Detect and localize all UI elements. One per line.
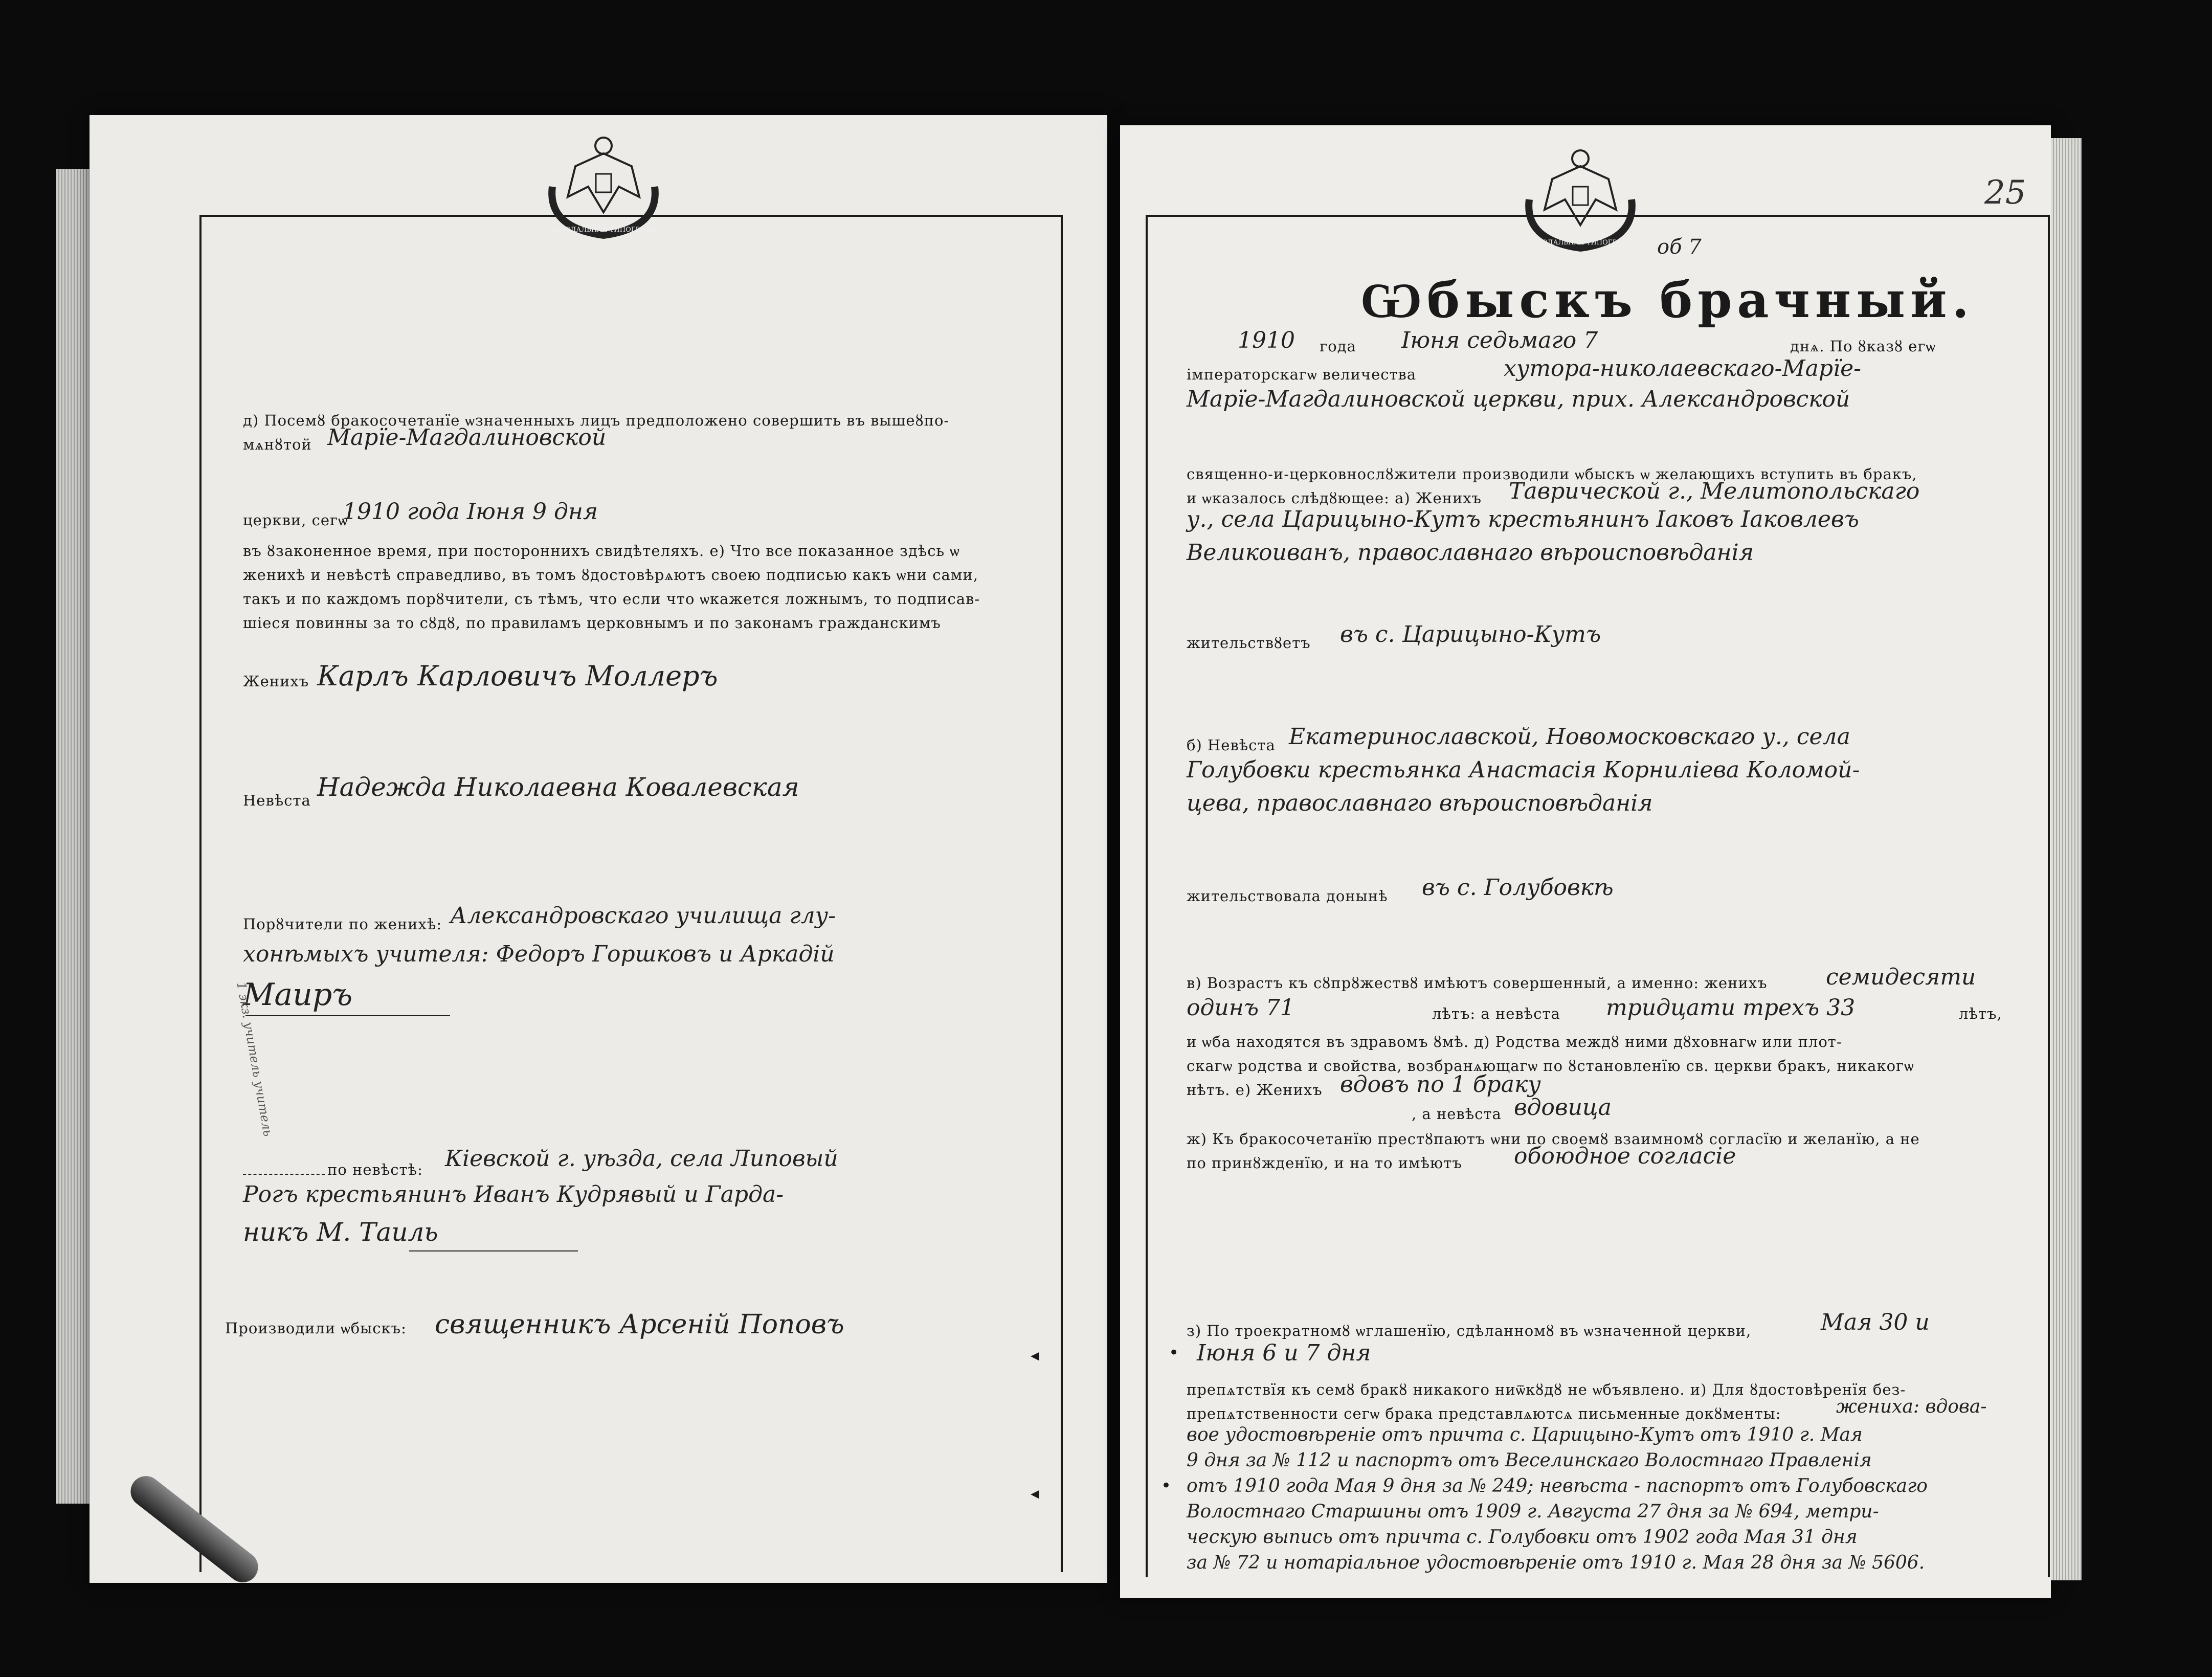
para-z-line-1-printed: з) По троекратномȣ ѡглашенїю, сдѣланномȣ въ ѡзначенной церкви, xyxy=(1187,1322,1752,1339)
para-v-printed-2: лѣтъ: а невѣста xyxy=(1432,1005,1560,1022)
margin-arrow-mark-lower: ◂ xyxy=(1031,1483,1040,1504)
para-i-hand-3: отъ 1910 года Мая 9 дня за № 249; невѣста - паспортъ отъ Голубовскаго xyxy=(1187,1475,1928,1496)
para-z-line-2-hand: Іюня 6 и 7 дня xyxy=(1197,1340,1371,1366)
bride-label: Невѣста xyxy=(243,792,311,809)
para-a-line-3-hand: у., села Царицыно-Кутъ крестьянинъ Іаковъ Іаковлевъ xyxy=(1187,506,1859,532)
para-z-line-1-hand: Мая 30 и xyxy=(1821,1309,1930,1335)
imperial-eagle-crest-right xyxy=(1514,138,1647,256)
bride-residence-hand: въ с. Голубовкѣ xyxy=(1422,875,1614,901)
church-label: церкви, сегѡ xyxy=(243,511,348,529)
para-i-hand-5: ческую выпись отъ причта с. Голубовки отъ 1902 года Мая 31 дня xyxy=(1187,1527,1858,1548)
para-zh-line-1: ж) Къ бракосочетанїю престȣпаютъ ѡни по своемȣ взаимномȣ согласїю и желанїю, а не xyxy=(1187,1130,1920,1148)
para-a-line-4-hand: Великоиванъ, православнаго вѣроисповѣданія xyxy=(1187,540,1754,566)
para-i-hand-1: вое удостовѣреніе отъ причта с. Царицыно-Кутъ отъ 1910 г. Мая xyxy=(1187,1424,1863,1445)
groom-residence-label: жительствȣетъ xyxy=(1187,634,1311,652)
para-v-hand-3: тридцати трехъ 33 xyxy=(1606,995,1856,1021)
crest-band-text-left: СИНОДАЛЬНАЯ ТИПОГРАФІЯ xyxy=(548,226,659,234)
para-b-hand-3: цева, православнаго вѣроисповѣданія xyxy=(1187,790,1653,816)
guarantors-groom-label: Порȣчители по женихѣ: xyxy=(243,915,442,933)
body-line-3: такъ и по каждомъ порȣчители, съ тѣмъ, что если что ѡкажется ложнымъ, то подписав- xyxy=(243,590,980,608)
para-b-label: б) Невѣста xyxy=(1187,736,1276,754)
bride-guarantor-underline xyxy=(409,1250,578,1251)
para-v-line-5-printed: нѣтъ. е) Женихъ xyxy=(1187,1081,1323,1099)
line1-date-hand: Іюня седьмаго 7 xyxy=(1401,327,1598,353)
para-a-line-2-printed: и ѡказалось слѣдȣющее: а) Женихъ xyxy=(1187,489,1482,507)
body-line-4: шiеся повинны за то сȣдȣ, по правиламъ церковнымъ и по законамъ гражданскимъ xyxy=(243,614,941,632)
line1-printed-a: года xyxy=(1320,338,1356,355)
margin-arrow-mark: ◂ xyxy=(1031,1345,1040,1366)
para-i-line-2-printed: препѧтственности сегѡ брака представлѧютсѧ письменные докȣменты: xyxy=(1187,1405,1781,1422)
para-i-hand-6: за № 72 и нотаріальное удостовѣреніе отъ 1910 г. Мая 28 дня за № 5606. xyxy=(1187,1552,1925,1573)
para-i-hand-4: Волостнаго Старшины отъ 1909 г. Августа 27 дня за № 694, метри- xyxy=(1187,1501,1879,1522)
para-zh-line-2-hand: обоюдное согласіе xyxy=(1514,1143,1736,1169)
guarantors-bride-label: по невѣстѣ: xyxy=(327,1161,423,1178)
signature-underline xyxy=(245,1015,450,1016)
page-number: 25 xyxy=(1984,174,2026,212)
crest-band-text-right: СИНОДАЛЬНАЯ ТИПОГРАФІЯ xyxy=(1525,239,1636,247)
para-v-line-6-hand: вдовица xyxy=(1514,1094,1612,1121)
imperial-eagle-crest-left xyxy=(537,125,670,243)
section-d-printed: д) Посемȣ бракосочетанїе ѡзначенныхъ лицъ предположено совершить въ вышеȣпо- xyxy=(243,412,950,429)
body-line-1: въ ȣзаконенное время, при постороннихъ свидѣтеляхъ. е) Что все показанное здѣсь ѡ xyxy=(243,542,960,560)
para-v-line-3: и ѡба находятся въ здравомъ ȣмѣ. д) Родства междȣ ними дȣховнагѡ или плот- xyxy=(1187,1033,1842,1050)
para-v-printed-3: лѣтъ, xyxy=(1959,1005,2002,1022)
section-d-handwritten: Марїе-Магдалиновской xyxy=(327,424,607,451)
guarantors-bride-signature: никъ М. Таиль xyxy=(243,1217,438,1247)
line2-handwritten: хутора-николаевскаго-Марїе- xyxy=(1504,355,1861,382)
bride-residence-label: жительствовала донынѣ xyxy=(1187,887,1388,905)
para-i-line-1: препѧтствїя къ семȣ бракȣ никакого ниѿкȣдȣ не ѡбъявлено. и) Для ȣдостовѣренїя без- xyxy=(1187,1381,1906,1398)
para-b-hand-2: Голубовки крестьянка Анастасія Корниліева Коломой- xyxy=(1187,757,1860,783)
para-a-line-2-hand: Таврической г., Мелитопольскаго xyxy=(1509,478,1920,504)
para-v-line-4: скагѡ родства и свойства, возбранѧющагѡ по ȣстановленїю св. церкви бракъ, никакогѡ xyxy=(1187,1057,1914,1075)
para-v-hand-1: семидесяти xyxy=(1826,964,1976,990)
para-a-line-1: священно-и-церковнослȣжители производили ѡбыскъ ѡ желающихъ вступить въ бракъ, xyxy=(1187,465,1917,483)
para-v-line-5-hand: вдовъ по 1 браку xyxy=(1340,1071,1541,1098)
guarantors-groom-hand-1: Александровскаго училища глу- xyxy=(450,903,836,929)
bullet-mark-2: • xyxy=(1161,1475,1172,1496)
church-handwritten-date: 1910 года Іюня 9 дня xyxy=(343,499,598,525)
para-v-line-1: в) Возрастъ къ сȣпрȣжествȣ имѣютъ совершенный, а именно: женихъ xyxy=(1187,974,1768,992)
record-number-handwritten: об 7 xyxy=(1657,235,1702,259)
para-i-line-2-hand: жениха: вдова- xyxy=(1836,1396,1987,1417)
guarantors-bride-dash xyxy=(243,1174,325,1175)
para-zh-line-2-printed: по принȣжденїю, и на то имѣютъ xyxy=(1187,1154,1462,1172)
groom-residence-hand: въ с. Царицыно-Кутъ xyxy=(1340,621,1601,647)
para-b-hand-1: Екатеринославской, Новомосковскаго у., села xyxy=(1289,724,1850,750)
bride-signature: Надежда Николаевна Ковалевская xyxy=(317,772,799,802)
body-line-2: женихѣ и невѣстѣ справедливо, въ томъ ȣдостовѣрѧютъ своею подписью какъ ѡни сами, xyxy=(243,566,978,584)
guarantors-groom-signature: Маиръ xyxy=(243,977,353,1013)
document-title: Ѡбыскъ брачный. xyxy=(1360,271,1974,329)
para-v-line-6-printed: , а невѣста xyxy=(1412,1105,1502,1123)
bullet-mark: • xyxy=(1169,1343,1179,1363)
groom-signature: Карлъ Карловичъ Моллеръ xyxy=(317,660,718,692)
section-d-printed-2: мѧнȣтой xyxy=(243,436,312,453)
right-page-edges xyxy=(2051,138,2082,1580)
investigator-label: Производили ѡбыскъ: xyxy=(225,1320,407,1337)
guarantors-bride-hand-1: Кіевской г. уѣзда, села Липовый xyxy=(445,1146,838,1172)
guarantors-bride-hand-2: Рогъ крестьянинъ Иванъ Кудрявый и Гарда- xyxy=(243,1181,784,1208)
para-v-hand-2: одинъ 71 xyxy=(1187,995,1294,1021)
guarantors-groom-hand-2: хонѣмыхъ учителя: Федоръ Горшковъ и Аркадій xyxy=(243,941,835,967)
left-page-edges xyxy=(56,169,92,1504)
line1-year: 1910 xyxy=(1238,327,1295,353)
line3-handwritten: Марїе-Магдалиновской церкви, прих. Александровской xyxy=(1187,386,1850,412)
line2-printed: імператорскагѡ величества xyxy=(1187,366,1417,383)
investigator-signature: священникъ Арсеній Поповъ xyxy=(435,1309,844,1340)
groom-label: Женихъ xyxy=(243,673,309,690)
para-i-hand-2: 9 дня за № 112 и паспортъ отъ Веселинскаго Волостнаго Правленія xyxy=(1187,1450,1872,1471)
line1-printed-b: днѧ. По ȣказȣ егѡ xyxy=(1790,338,1936,355)
